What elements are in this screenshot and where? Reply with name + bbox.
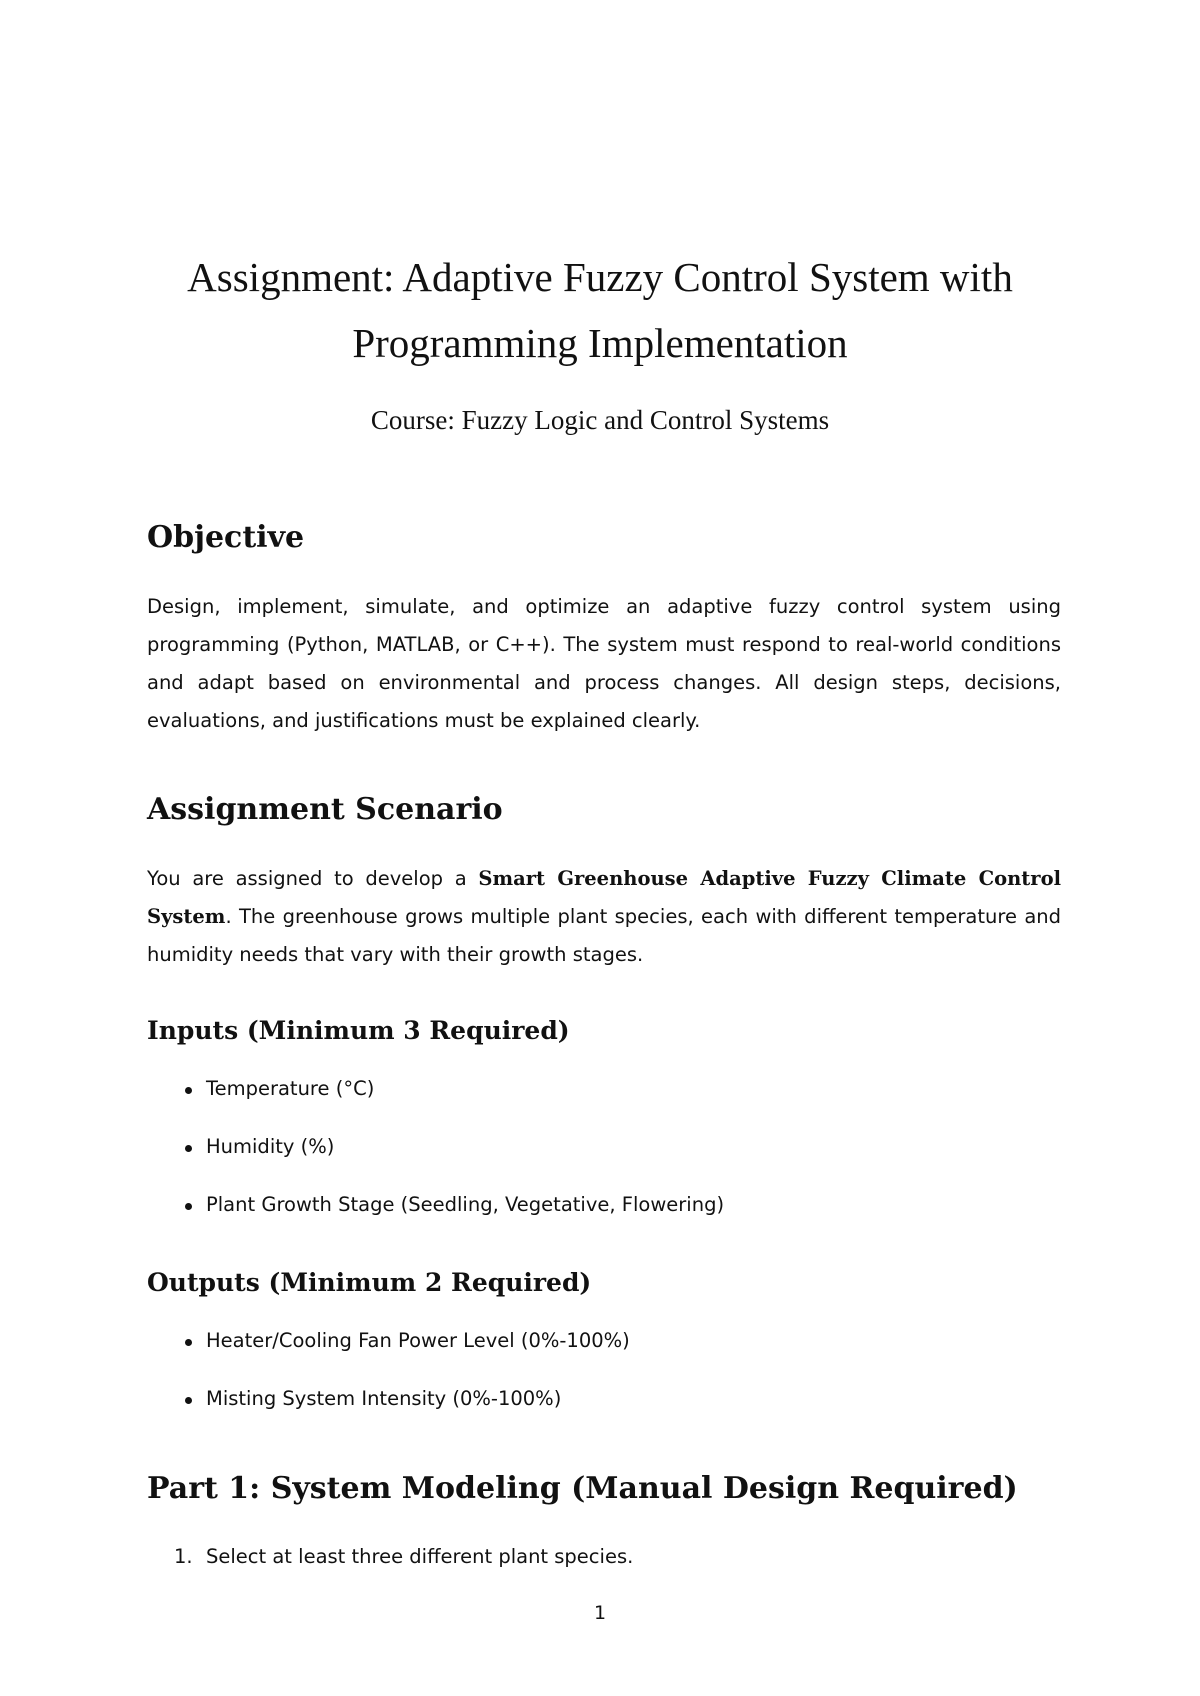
title-line-2: Programming Implementation [352, 320, 848, 366]
list-item [174, 1542, 634, 1600]
title-line-1: Assignment: Adaptive Fuzzy Control System with [187, 254, 1013, 300]
scenario-text-before: You are assigned to develop a [147, 867, 479, 890]
list-item: Temperature (°C) [180, 1074, 724, 1132]
course-subtitle: Course: Fuzzy Logic and Control Systems [370, 405, 830, 435]
part1-heading: Part 1: System Modeling (Manual Design Required) [147, 1471, 1018, 1506]
inputs-heading: Inputs (Minimum 3 Required) [147, 1016, 570, 1045]
list-item-number: 1. [174, 1545, 193, 1568]
part1-list [174, 1542, 634, 1600]
scenario-paragraph [147, 860, 1061, 974]
scenario-system-name: Smart Greenhouse Adaptive Fuzzy Climate Control System [147, 867, 1061, 928]
inputs-list [180, 1074, 724, 1248]
list-item: Plant Growth Stage (Seedling, Vegetative, Flowering) [180, 1190, 724, 1248]
objective-heading: Objective [147, 520, 305, 555]
document-title [150, 244, 1050, 376]
list-item: Heater/Cooling Fan Power Level (0%-100%) [180, 1326, 630, 1384]
objective-paragraph: Design, implement, simulate, and optimize an adaptive fuzzy control system using programming (Python, MATLAB, or C++). The system must respond to real-world conditions and adapt based on environmental and process changes. All design steps, decisions, evaluations, and justifications must be explained clearly. [147, 595, 1061, 732]
list-item-text: Select at least three different plant species. [206, 1545, 634, 1568]
page-number: 1 [593, 1602, 607, 1624]
outputs-heading: Outputs (Minimum 2 Required) [147, 1268, 592, 1297]
scenario-heading: Assignment Scenario [147, 792, 503, 827]
scenario-text-after: . The greenhouse grows multiple plant species, each with different temperature and humidity needs that vary with their growth stages. [147, 905, 1061, 966]
list-item: Humidity (%) [180, 1132, 724, 1190]
outputs-list [180, 1326, 630, 1442]
list-item: Misting System Intensity (0%-100%) [180, 1384, 630, 1442]
